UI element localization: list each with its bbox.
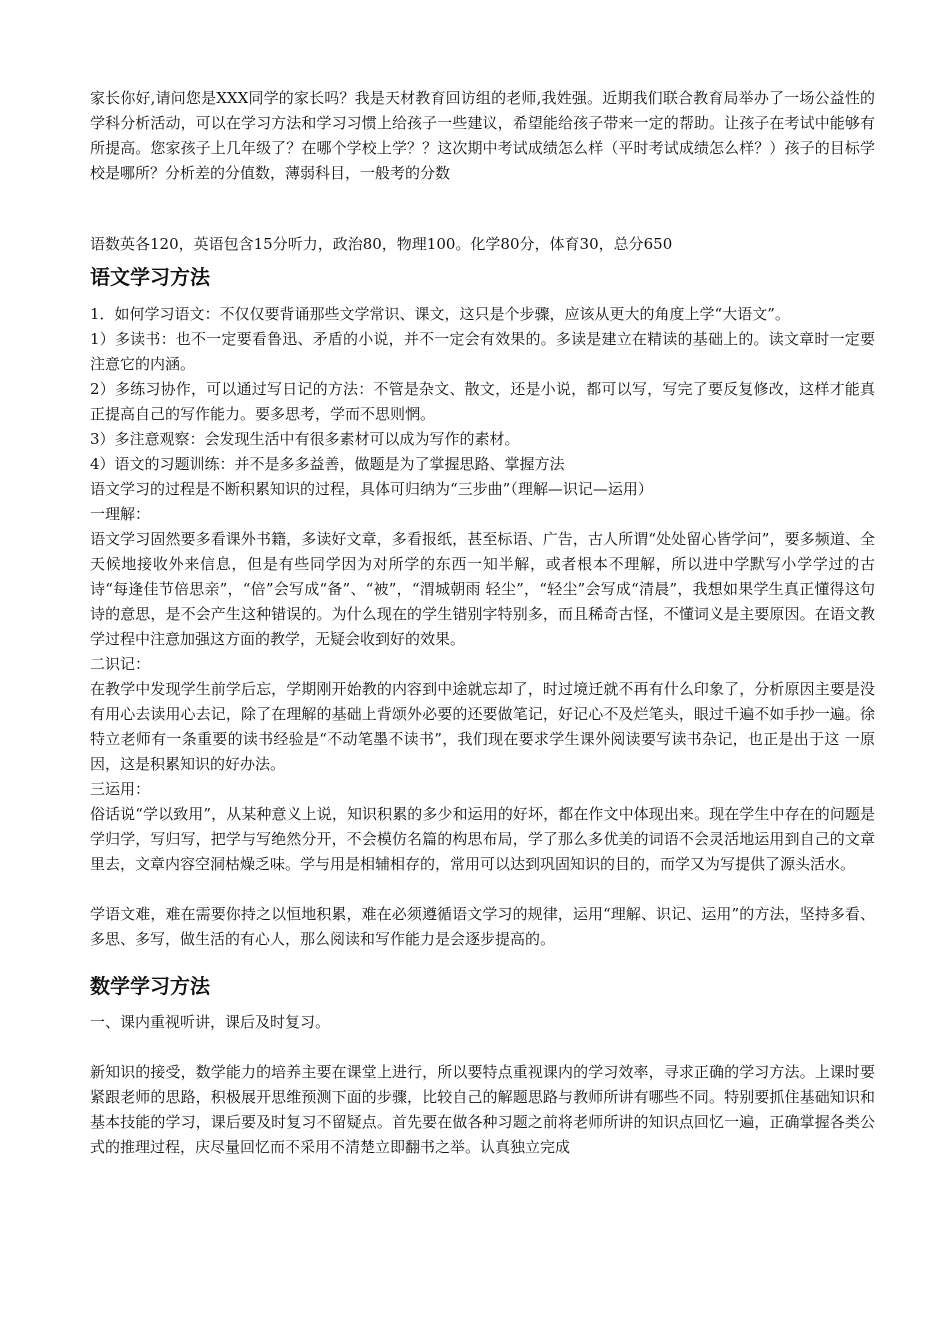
chinese-subheading-apply: 三运用： xyxy=(90,780,151,798)
chinese-conclusion: 学语文难，难在需要你持之以恒地积累，难在必须遵循语文学习的规律，运用“理解、识记、运用”的方法，坚持多看、多思、多写，做生活的有心人，那么阅读和写作能力是会逐步提高的。 xyxy=(90,905,875,948)
document-page xyxy=(90,86,875,1160)
chinese-heading: 语文学习方法 xyxy=(90,265,210,289)
math-point-1: 一、课内重视听讲，课后及时复习。 xyxy=(90,1013,331,1031)
chinese-paragraph-apply: 俗话说“学以致用”，从某种意义上说，知识积累的多少和运用的好坏，都在作文中体现出来。现在学生中存在的问题是学归学，写归写，把学与写绝然分开，不会模仿名篇的构思布局，学了那么多优美的词语不会灵活地运用到自己的文章里去，文章内容空洞枯燥乏味。学与用是相辅相存的，常用可以达到巩固知识的目的，而学又为写提供了源头活水。 xyxy=(90,805,875,873)
chinese-paragraph-write-more: 2）多练习协作，可以通过写日记的方法：不管是杂文、散文，还是小说，都可以写，写完了要反复修改，这样才能真正提高自己的写作能力。要多思考，学而不思则惘。 xyxy=(90,380,875,423)
paragraph-gap xyxy=(90,1035,875,1060)
chinese-paragraph-three-steps: 语文学习的过程是不断积累知识的过程，具体可归纳为“三步曲”（理解—识记—运用） xyxy=(90,480,653,498)
math-paragraph-body: 新知识的接受，数学能力的培养主要在课堂上进行，所以要特点重视课内的学习效率，寻求正确的学习方法。上课时要紧跟老师的思路，积极展开思维预测下面的步骤，比较自己的解题思路与教师所讲有哪些不同。特别要抓住基础知识和基本技能的学习，课后要及时复习不留疑点。首先要在做各种习题之前将老师所讲的知识点回忆一遍，正确掌握各类公式的推理过程，庆尽量回忆而不采用不清楚立即翻书之举。认真独立完成 xyxy=(90,1063,875,1156)
paragraph-gap xyxy=(90,877,875,902)
chinese-paragraph-read-more: 1）多读书：也不一定要看鲁迅、矛盾的小说，并不一定会有效果的。多读是建立在精读的基础上的。读文章时一定要注意它的内涵。 xyxy=(90,330,875,373)
chinese-paragraph-how-to: 1．如何学习语文：不仅仅要背诵那些文学常识、课文，这只是个步骤，应该从更大的角度上学“大语文”。 xyxy=(90,305,790,323)
math-heading: 数学学习方法 xyxy=(90,974,210,998)
chinese-paragraph-observe: 3）多注意观察：会发现生活中有很多素材可以成为写作的素材。 xyxy=(90,430,520,448)
intro-greeting: 家长你好,请问您是XXX同学的家长吗？我是天材教育回访组的老师,我姓强。近期我们联合教育局举办了一场公益性的学科分析活动，可以在学习方法和学习习惯上给孩子一些建议，希望能给孩子带来一定的帮助。让孩子在考试中能够有所提高。您家孩子上几年级了？在哪个学校上学？？这次期中考试成绩怎么样（平时考试成绩怎么样？）孩子的目标学校是哪所？分析差的分值数，薄弱科目，一般考的分数 xyxy=(90,89,875,182)
intro-scores: 语数英各120，英语包含15分听力，政治80，物理100。化学80分，体育30，总分650 xyxy=(90,235,673,253)
chinese-paragraph-memorize: 在教学中发现学生前学后忘，学期刚开始教的内容到中途就忘却了，时过境迁就不再有什么印象了，分析原因主要是没有用心去读用心去记，除了在理解的基础上背颂外必要的还要做笔记，好记心不及烂笔头，眼过千遍不如手抄一遍。徐特立老师有一条重要的读书经验是“不动笔墨不读书”，我们现在要求学生课外阅读要写读书杂记，也正是出于这 一原因，这是积累知识的好办法。 xyxy=(90,680,875,773)
chinese-paragraph-exercises: 4）语文的习题训练：并不是多多益善，做题是为了掌握思路、掌握方法 xyxy=(90,455,565,473)
chinese-paragraph-understand: 语文学习固然要多看课外书籍，多读好文章，多看报纸，甚至标语、广告，古人所谓“处处留心皆学问”，要多频道、全天候地接收外来信息，但是有些同学因为对所学的东西一知半解，或者根本不理解，所以进中学默写小学学过的古诗“每逢佳节倍思亲”，“倍”会写成“备”、“被”，“渭城朝雨 轻尘”，“轻尘”会写成“清晨”，我想如果学生真正懂得这句诗的意思，是不会产生这种错误的。为什么现在的学生错别字特别多，而且稀奇古怪，不懂词义是主要原因。在语文教学过程中注意加强这方面的教学，无疑会收到好的效果。 xyxy=(90,530,875,648)
chinese-subheading-understand: 一理解： xyxy=(90,505,151,523)
chinese-subheading-memorize: 二识记： xyxy=(90,655,151,673)
